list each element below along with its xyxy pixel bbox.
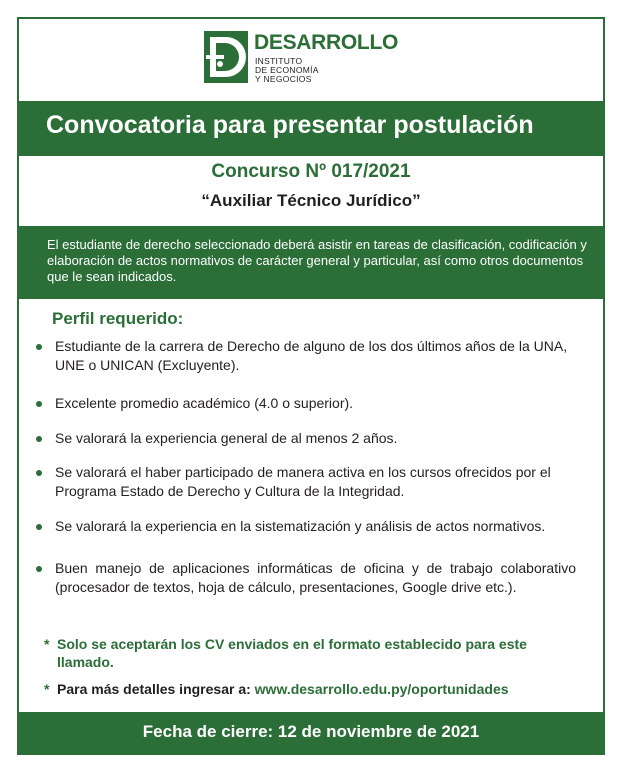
logo-subline: INSTITUTO (255, 56, 303, 66)
bullet-icon (36, 344, 42, 350)
description-text: El estudiante de derecho seleccionado deberá asistir en tareas de clasificación, codificación y elaboración de actos normativos de carácter general y particular, así como otros documentos que le sean indicados. (47, 237, 587, 284)
asterisk: * (44, 681, 50, 697)
list-item-text: Se valorará la experiencia en la sistematización y análisis de actos normativos. (55, 518, 546, 534)
logo-subline: DE ECONOMÍA (255, 65, 319, 75)
bullet-icon (36, 470, 42, 476)
title-band (19, 101, 603, 156)
bullet-icon (36, 524, 42, 530)
announcement-frame (17, 17, 605, 755)
asterisk: * (44, 636, 50, 652)
cv-note (44, 635, 564, 671)
list-item (36, 463, 576, 501)
details-note (44, 680, 564, 698)
bullet-icon (36, 401, 42, 407)
closing-date: Fecha de cierre: 12 de noviembre de 2021 (142, 722, 480, 741)
list-item-text: Se valorará la experiencia general de al menos 2 años. (55, 430, 398, 446)
page-title: Convocatoria para presentar postulación (46, 111, 534, 139)
logo-mark-icon (204, 31, 248, 83)
list-item-text: Se valorará el haber participado de manera activa en los cursos ofrecidos por el Programa Estado de Derecho y Cultura de la Integridad. (55, 464, 551, 499)
list-item (36, 559, 576, 597)
bullet-icon (36, 566, 42, 572)
bullet-icon (36, 436, 42, 442)
description-band (19, 226, 603, 299)
list-item (36, 337, 576, 375)
desarrollo-logo (204, 31, 424, 89)
list-item (36, 429, 576, 448)
list-item-text: Excelente promedio académico (4.0 o superior). (55, 395, 354, 411)
concurso-number: Concurso Nº 017/2021 (211, 161, 411, 182)
cv-note-text: Solo se aceptarán los CV enviados en el formato establecido para este llamado. (57, 636, 527, 670)
list-item-text: Estudiante de la carrera de Derecho de alguno de los dos últimos años de la UNA, UNE o UNICAN (Excluyente). (55, 338, 568, 373)
details-link[interactable]: www.desarrollo.edu.py/oportunidades (254, 681, 509, 697)
closing-band (19, 712, 603, 755)
logo-subline: Y NEGOCIOS (255, 74, 312, 84)
position-title: “Auxiliar Técnico Jurídico” (201, 191, 421, 210)
perfil-heading: Perfil requerido: (52, 309, 184, 328)
list-item (36, 394, 576, 413)
list-item-text: Buen manejo de aplicaciones informáticas de oficina y de trabajo colaborativo (procesador de textos, hoja de cálculo, presentaciones, Google drive etc.). (55, 560, 576, 595)
logo-name: DESARROLLO (254, 31, 399, 54)
list-item (36, 517, 576, 536)
details-label: Para más detalles ingresar a: (57, 681, 251, 697)
